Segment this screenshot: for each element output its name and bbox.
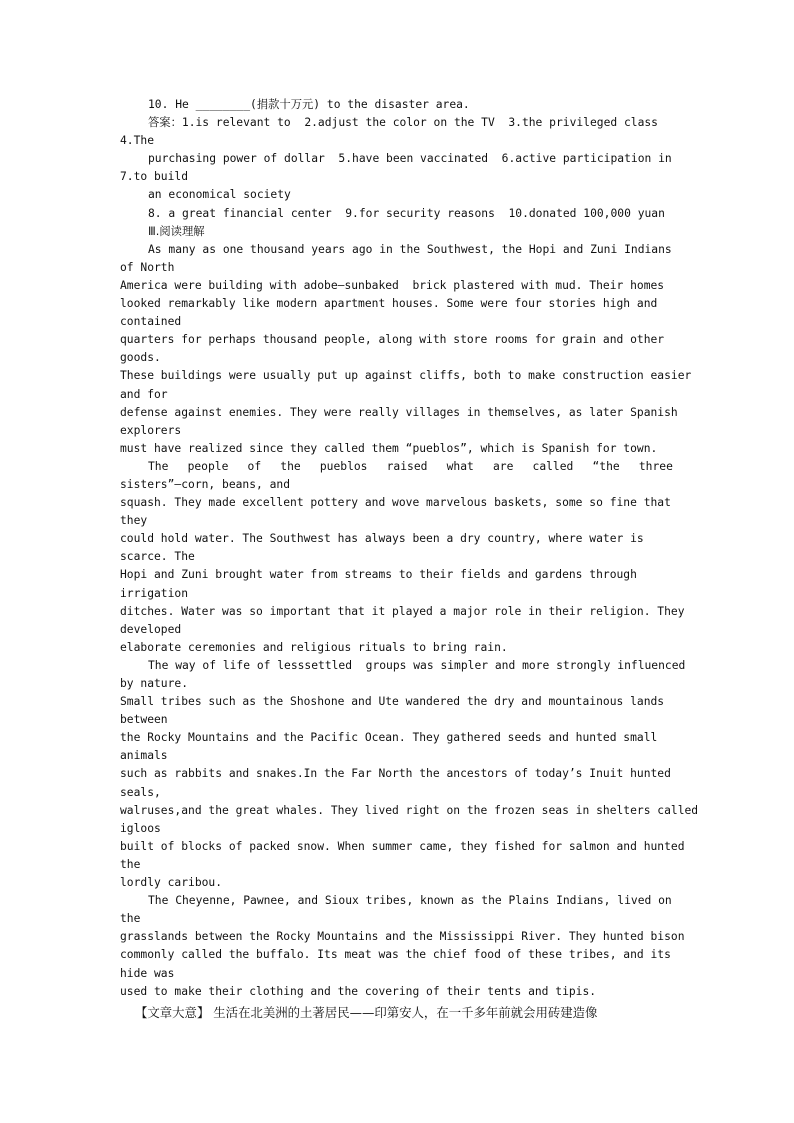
passage-line: elaborate ceremonies and religious rituals to bring rain. xyxy=(120,640,508,654)
passage-line: commonly called the buffalo. Its meat was the chief food of these tribes, and its xyxy=(120,948,671,962)
word: three xyxy=(638,459,673,473)
passage-line-justified xyxy=(120,458,673,476)
passage-line: quarters for perhaps thousand people, along with store rooms for grain and other xyxy=(120,333,665,347)
passage-line: they xyxy=(120,514,148,528)
passage-line: irrigation xyxy=(120,586,189,600)
passage-line: looked remarkably like modern apartment houses. Some were four stories high and xyxy=(120,297,658,311)
word: what xyxy=(446,459,474,473)
exercise-10: 10. He ________(捐款十万元) to the disaster area. xyxy=(148,98,470,111)
passage-line: squash. They made excellent pottery and wove marvelous baskets, some so fine that xyxy=(120,496,671,510)
answer-line: 答案：1.is relevant to 2.adjust the color on the TV 3.the privileged class xyxy=(148,116,658,130)
passage-line: of North xyxy=(120,260,175,274)
answer-line: an economical society xyxy=(148,188,291,202)
passage-line: ditches. Water was so important that it played a major role in their religion. They xyxy=(120,604,685,618)
passage-line: As many as one thousand years ago in the Southwest, the Hopi and Zuni Indians xyxy=(148,242,672,256)
passage-line: by nature. xyxy=(120,677,189,690)
passage-line: sisters”—corn, beans, and xyxy=(120,477,291,491)
passage-line: the xyxy=(120,912,141,926)
passage-line: built of blocks of packed snow. When summer came, they fished for salmon and hunted xyxy=(120,839,685,853)
word: are xyxy=(492,459,514,473)
passage-line: walruses,and the great whales. They lived right on the frozen seas in shelters called xyxy=(120,803,699,817)
passage-line: the xyxy=(120,857,141,871)
word: called xyxy=(532,459,574,473)
word: The xyxy=(148,459,169,473)
passage-line: igloos xyxy=(120,821,161,835)
passage-line: Hopi and Zuni brought water from streams to their fields and gardens through xyxy=(120,568,637,582)
passage-line: used to make their clothing and the covering of their tents and tipis. xyxy=(120,984,597,998)
passage-line: lordly caribou. xyxy=(120,876,223,890)
section-heading: Ⅲ.阅读理解 xyxy=(148,224,205,238)
passage-line: grasslands between the Rocky Mountains and the Mississippi River. They hunted bison xyxy=(120,930,685,944)
passage-line: scarce. The xyxy=(120,550,195,564)
word: people xyxy=(187,459,229,473)
word: pueblos xyxy=(319,459,368,473)
article-summary: 【文章大意】 生活在北美洲的土著居民——印第安人，在一千多年前就会用砖建造像 xyxy=(135,1005,598,1020)
passage-line: between xyxy=(120,713,168,727)
answer-line: 8. a great financial center 9.for security reasons 10.donated 100,000 yuan xyxy=(148,206,665,220)
passage-line: such as rabbits and snakes.In the Far North the ancestors of today’s Inuit hunted xyxy=(120,767,671,781)
word: “the xyxy=(592,459,620,473)
passage-line: The way of life of lesssettled groups was simpler and more strongly influenced xyxy=(148,658,686,672)
answer-line: 7.to build xyxy=(120,170,189,184)
passage-line: the Rocky Mountains and the Pacific Ocean. They gathered seeds and hunted small xyxy=(120,731,658,745)
passage-line: These buildings were usually put up against cliffs, both to make construction easier xyxy=(120,369,692,383)
passage-line: hide was xyxy=(120,966,175,980)
answer-line: purchasing power of dollar 5.have been vaccinated 6.active participation in xyxy=(148,152,672,166)
passage-line: Small tribes such as the Shoshone and Ute wandered the dry and mountainous lands xyxy=(120,695,665,709)
passage-line: developed xyxy=(120,622,182,636)
passage-line: must have realized since they called them “pueblos”, which is Spanish for town. xyxy=(120,441,658,455)
word: the xyxy=(280,459,301,473)
passage-line: and for xyxy=(120,387,168,401)
passage-line: America were building with adobe—sunbaked brick plastered with mud. Their homes xyxy=(120,278,665,292)
passage-line: could hold water. The Southwest has always been a dry country, where water is xyxy=(120,532,644,546)
passage-line: defense against enemies. They were really villages in themselves, as later Spanish xyxy=(120,405,678,419)
document-page xyxy=(120,96,730,1001)
passage-line: animals xyxy=(120,749,168,763)
passage-line: The Cheyenne, Pawnee, and Sioux tribes, known as the Plains Indians, lived on xyxy=(148,894,672,908)
answer-line: 4.The xyxy=(120,134,155,148)
passage-line: goods. xyxy=(120,351,161,365)
word: of xyxy=(247,459,262,473)
passage-line: contained xyxy=(120,315,182,329)
passage-line: seals, xyxy=(120,785,161,799)
passage-line: explorers xyxy=(120,423,182,437)
word: raised xyxy=(386,459,428,473)
